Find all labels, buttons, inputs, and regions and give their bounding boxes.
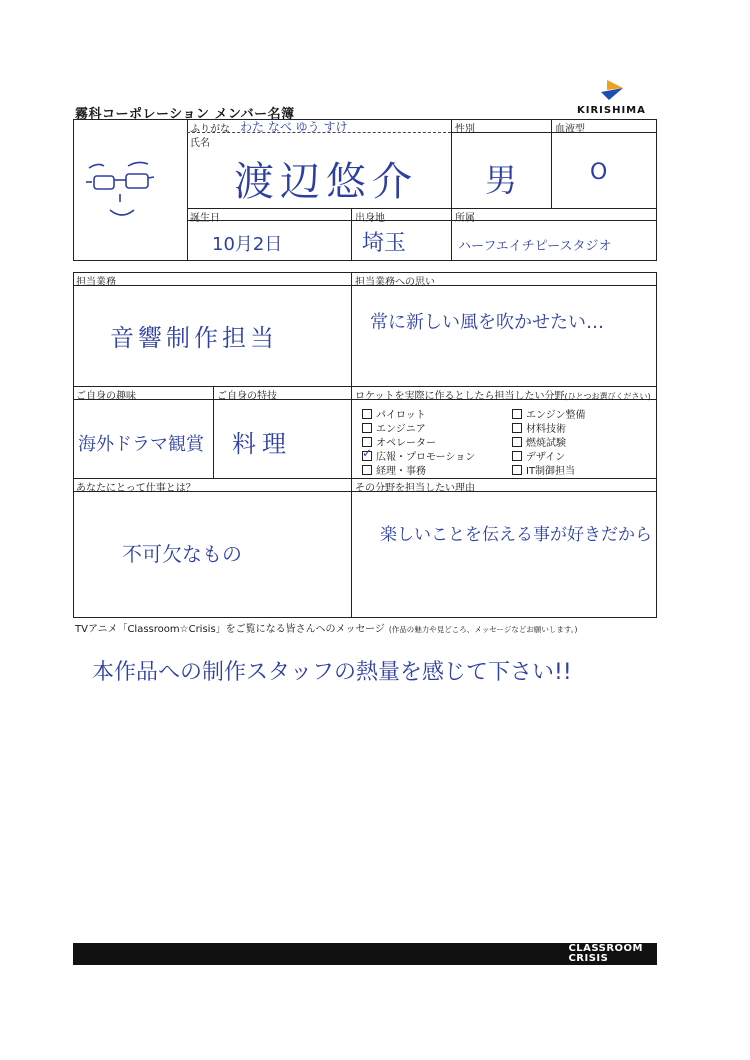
furigana-value: わた なべ ゆう すけ [240,120,348,134]
reason-label: その分野を担当したい理由 [355,483,475,494]
checkbox-engineer[interactable] [362,423,372,433]
option-combustion-test-label: 燃焼試験 [526,438,566,449]
birthday-value: 10月2日 [212,234,283,255]
duty-value: 音響制作担当 [110,324,278,352]
thoughts-label: 担当業務への思い [355,277,435,288]
checkbox-pilot[interactable] [362,409,372,419]
option-engine-maintenance-label: エンジン整備 [526,410,586,421]
option-engineer[interactable] [362,420,426,435]
face-doodle-icon [84,150,164,230]
gender-value: 男 [485,161,518,199]
name-label: 氏名 [190,138,210,149]
blood-type-value: O [590,160,608,185]
affiliation-value: ハーフエイチピースタジオ [458,239,612,254]
checkbox-pr[interactable] [362,451,372,461]
option-engineer-label: エンジニア [376,424,426,435]
message-value: 本作品への制作スタッフの熱量を感じて下さい!! [92,660,572,685]
skill-label: ご自身の特技 [217,391,277,402]
skill-value: 料理 [232,430,292,458]
gender-label: 性別 [455,124,475,135]
rocket-field-label-text: ロケットを実際に作るとしたら担当したい分野 [355,391,565,402]
footer-bar [73,943,657,965]
option-it-control[interactable] [512,462,575,477]
option-pilot-label: パイロット [376,410,426,421]
option-accounting[interactable] [362,462,426,477]
rocket-field-label [355,387,651,402]
form-title: 霧科コーポレーション メンバー名簿 [75,107,295,122]
checkbox-combustion-test[interactable] [512,437,522,447]
option-operator[interactable] [362,434,436,449]
kirishima-logo [577,78,657,120]
checkbox-accounting[interactable] [362,465,372,475]
option-accounting-label: 経理・事務 [376,466,426,477]
name-value: 渡辺悠介 [234,159,418,205]
option-combustion-test[interactable] [512,434,566,449]
option-materials-label: 材料技術 [526,424,566,435]
message-label [75,620,577,635]
option-pr[interactable] [362,448,475,463]
blood-type-label: 血液型 [555,124,585,135]
classroom-crisis-logo [568,944,643,964]
kirishima-logo-text: KIRISHIMA [577,105,646,116]
duty-label: 担当業務 [76,277,116,288]
affiliation-label: 所属 [455,213,475,224]
footer-logo-line2: CRISIS [568,953,609,964]
checkbox-design[interactable] [512,451,522,461]
birthday-label: 誕生日 [190,213,220,224]
option-operator-label: オペレーター [376,438,436,449]
hobby-value: 海外ドラマ観賞 [78,434,204,455]
work-label: あなたにとって仕事とは？ [76,483,196,494]
work-value: 不可欠なもの [122,542,242,566]
reason-value: 楽しいことを伝える事が好きだから [380,525,652,545]
checkbox-it-control[interactable] [512,465,522,475]
kirishima-logo-icon [577,78,657,104]
message-label-text: TVアニメ「Classroom☆Crisis」をご覧になる皆さんへのメッセージ [75,624,385,635]
birthplace-label: 出身地 [355,213,385,224]
thoughts-value: 常に新しい風を吹かせたい… [370,312,604,333]
checkbox-materials[interactable] [512,423,522,433]
hobby-label: ご自身の趣味 [76,391,136,402]
option-design-label: デザイン [526,452,566,463]
option-design[interactable] [512,448,565,463]
option-materials[interactable] [512,420,566,435]
option-engine-maintenance[interactable] [512,406,586,421]
footer-logo-line1: CLASSROOM [568,943,643,954]
birthplace-value: 埼玉 [362,231,407,256]
message-note: (作品の魅力や見どころ、メッセージなどお願いします。) [388,625,578,634]
rocket-field-note: (ひとつお選びください) [564,392,651,401]
option-pilot[interactable] [362,406,426,421]
option-pr-label: 広報・プロモーション [376,452,476,463]
furigana-label: ふりがな [190,124,230,135]
checkbox-engine-maintenance[interactable] [512,409,522,419]
option-it-control-label: IT制御担当 [526,466,576,477]
